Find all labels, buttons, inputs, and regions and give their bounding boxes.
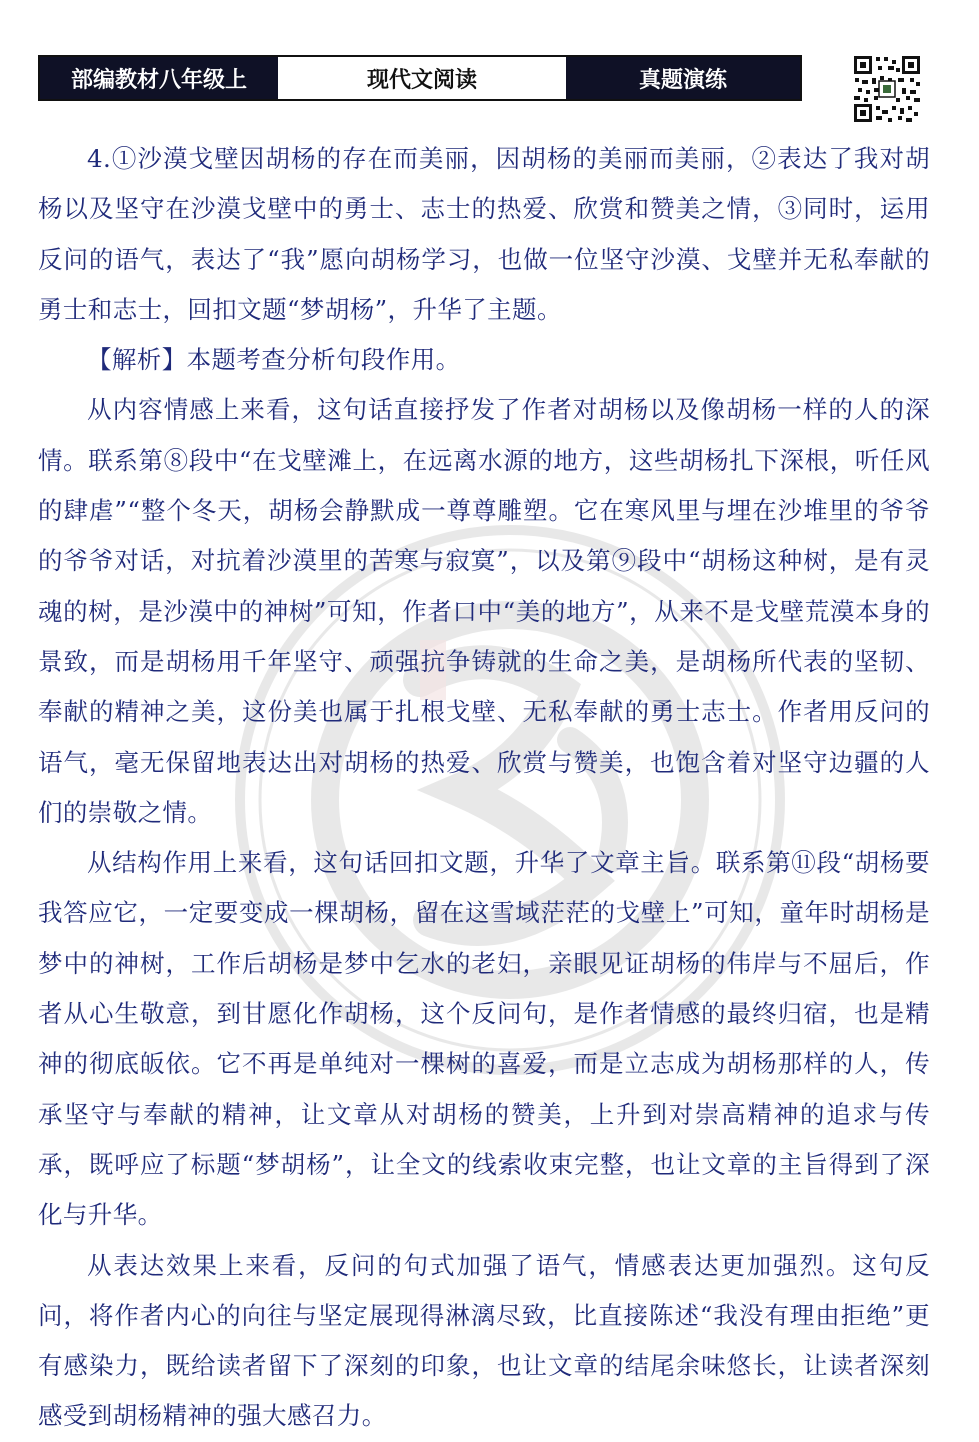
header-textbook-label: 部编教材八年级上 xyxy=(40,57,278,99)
analysis-paragraph-content: 从内容情感上来看，这句话直接抒发了作者对胡杨以及像胡杨一样的人的深情。联系第⑧段中“在戈壁滩上，在远离水源的地方，这些胡杨扎下深根，听任风的肆虐”“整个冬天，胡杨会静默成一尊尊雕塑。它在寒风里与埋在沙堆里的爷爷的爷爷对话，对抗着沙漠里的苦寒与寂寞”，以及第⑨段中“胡杨这种树，是有灵魂的树，是沙漠中的神树”可知，作者口中“美的地方”，从来不是戈壁荒漠本身的景致，而是胡杨用千年坚守、顽强抗争铸就的生命之美，是胡杨所代表的坚韧、奉献的精神之美，这份美也属于扎根戈壁、无私奉献的勇士志士。作者用反问的语气，毫无保留地表达出对胡杨的热爱、欣赏与赞美，也饱含着对坚守边疆的人们的崇敬之情。 xyxy=(38,395,930,827)
analysis-title: 【解析】本题考查分析句段作用。 xyxy=(87,345,461,375)
header-bar xyxy=(38,55,802,101)
header-practice-label: 真题演练 xyxy=(566,57,800,99)
qr-code-icon xyxy=(852,54,922,124)
answer-content xyxy=(38,134,930,1442)
analysis-paragraph-expression: 从表达效果上来看，反问的句式加强了语气，情感表达更加强烈。这句反问，将作者内心的向往与坚定展现得淋漓尽致，比直接陈述“我没有理由拒绝”更有感染力，既给读者留下了深刻的印象，也让文章的结尾余味悠长，让读者深刻感受到胡杨精神的强大感召力。 xyxy=(38,1250,930,1431)
header-section-label: 现代文阅读 xyxy=(278,57,566,99)
answer-paragraph: 4.①沙漠戈壁因胡杨的存在而美丽，因胡杨的美丽而美丽，②表达了我对胡杨以及坚守在沙漠戈壁中的勇士、志士的热爱、欣赏和赞美之情，③同时，运用反问的语气，表达了“我”愿向胡杨学习，也做一位坚守沙漠、戈壁并无私奉献的勇士和志士，回扣文题“梦胡杨”，升华了主题。 xyxy=(38,144,930,324)
analysis-paragraph-structure: 从结构作用上来看，这句话回扣文题，升华了文章主旨。联系第⑪段“胡杨要我答应它，一定要变成一棵胡杨，留在这雪域茫茫的戈壁上”可知，童年时胡杨是梦中的神树，工作后胡杨是梦中乞水的老妇，亲眼见证胡杨的伟岸与不屈后，作者从心生敬意，到甘愿化作胡杨，这个反问句，是作者情感的最终归宿，也是精神的彻底皈依。它不再是单纯对一棵树的喜爱，而是立志成为胡杨那样的人，传承坚守与奉献的精神，让文章从对胡杨的赞美，上升到对崇高精神的追求与传承，既呼应了标题“梦胡杨”，让全文的线索收束完整，也让文章的主旨得到了深化与升华。 xyxy=(38,848,930,1230)
